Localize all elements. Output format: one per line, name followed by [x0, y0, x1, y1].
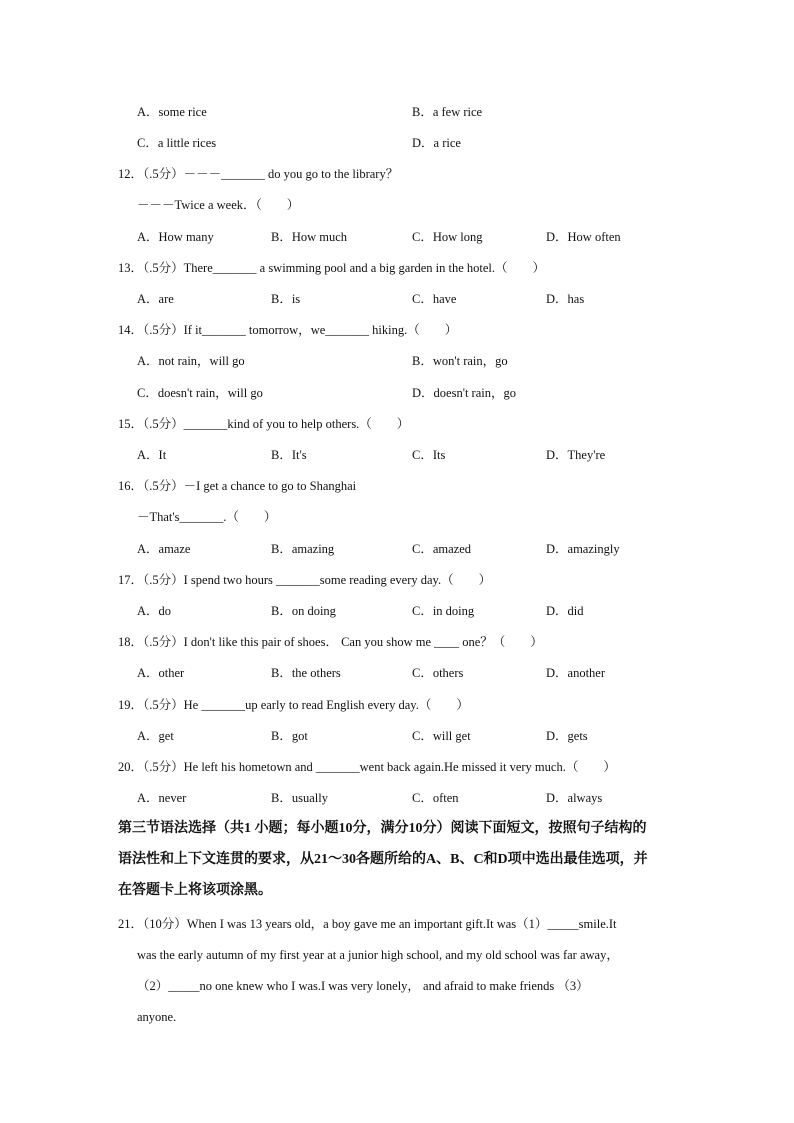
q17-option-b: B．on doing: [271, 604, 336, 618]
q14-option-c: C．doesn't rain，will go: [137, 386, 263, 400]
q11-option-a: A．some rice: [137, 105, 207, 119]
q18-option-c: C．others: [412, 666, 464, 680]
section3-heading-line3: 在答题卡上将该项涂黑。: [118, 883, 272, 898]
q19-option-a: A．get: [137, 729, 174, 743]
q12-option-a: A．How many: [137, 230, 214, 244]
q19-option-b: B．got: [271, 729, 308, 743]
q19-option-d: D．gets: [546, 729, 588, 743]
q18-option-b: B．the others: [271, 666, 341, 680]
q21-passage-line1: 21．（10分）When I was 13 years old，a boy gave me an important gift.It was（1）_____smile.It: [118, 917, 617, 931]
q17-option-a: A．do: [137, 604, 172, 618]
q11-option-d: D．a rice: [412, 136, 461, 150]
q13-option-c: C．have: [412, 292, 457, 306]
q12-option-c: C．How long: [412, 230, 483, 244]
q14-option-a: A．not rain，will go: [137, 354, 245, 368]
q21-passage-line4: anyone.: [137, 1010, 177, 1024]
q20-stem: 20．（.5分）He left his hometown and _______went back again.He missed it very much.（ ）: [118, 760, 616, 774]
q13-stem: 13．（.5分）There_______ a swimming pool and a big garden in the hotel.（ ）: [118, 261, 546, 275]
q12-stem: 12．（.5分）－－－_______ do you go to the library？: [118, 167, 399, 181]
q20-option-d: D．always: [546, 791, 603, 805]
q17-option-c: C．in doing: [412, 604, 475, 618]
q16-stem-reply: －That's_______.（ ）: [137, 510, 277, 524]
q15-option-c: C．Its: [412, 448, 446, 462]
q20-option-b: B．usually: [271, 791, 328, 805]
q16-option-b: B．amazing: [271, 542, 335, 556]
section3-heading-line2: 语法性和上下文连贯的要求，从21～30各题所给的A、B、C和D项中选出最佳选项，并: [118, 852, 648, 867]
q18-option-d: D．another: [546, 666, 606, 680]
q20-option-c: C．often: [412, 791, 459, 805]
q18-stem: 18．（.5分）I don't like this pair of shoes． Can you show me ____ one？（ ）: [118, 635, 543, 649]
q20-option-a: A．never: [137, 791, 187, 805]
q12-option-b: B．How much: [271, 230, 348, 244]
q13-option-b: B．is: [271, 292, 301, 306]
q13-option-a: A．are: [137, 292, 174, 306]
q12-option-d: D．How often: [546, 230, 621, 244]
section3-heading-line1: 第三节语法选择（共1 小题；每小题10分，满分10分）阅读下面短文，按照句子结构的: [118, 821, 647, 836]
q21-passage-line3: （2）_____no one knew who I was.I was very lonely， and afraid to make friends （3）: [137, 979, 589, 993]
q16-stem: 16．（.5分）－I get a chance to go to Shanghai: [118, 479, 357, 493]
q17-stem: 17．（.5分）I spend two hours _______some reading every day.（ ）: [118, 573, 492, 587]
q11-option-b: B．a few rice: [412, 105, 483, 119]
q21-passage-line2: was the early autumn of my first year at a junior high school, and my old school was far away，: [137, 948, 619, 962]
q15-option-a: A．It: [137, 448, 167, 462]
q19-option-c: C．will get: [412, 729, 471, 743]
q12-stem-reply: －－－Twice a week．（ ）: [137, 198, 300, 212]
q11-option-c: C．a little rices: [137, 136, 217, 150]
q18-option-a: A．other: [137, 666, 185, 680]
q15-stem: 15．（.5分）_______kind of you to help others.（ ）: [118, 417, 410, 431]
q16-option-c: C．amazed: [412, 542, 472, 556]
q16-option-a: A．amaze: [137, 542, 191, 556]
q14-stem: 14．（.5分）If it_______ tomorrow，we_______ hiking.（ ）: [118, 323, 458, 337]
q16-option-d: D．amazingly: [546, 542, 620, 556]
q13-option-d: D．has: [546, 292, 585, 306]
q19-stem: 19．（.5分）He _______up early to read English every day.（ ）: [118, 698, 469, 712]
q14-option-b: B．won't rain，go: [412, 354, 508, 368]
q14-option-d: D．doesn't rain，go: [412, 386, 516, 400]
q15-option-b: B．It's: [271, 448, 307, 462]
q15-option-d: D．They're: [546, 448, 606, 462]
q17-option-d: D．did: [546, 604, 584, 618]
